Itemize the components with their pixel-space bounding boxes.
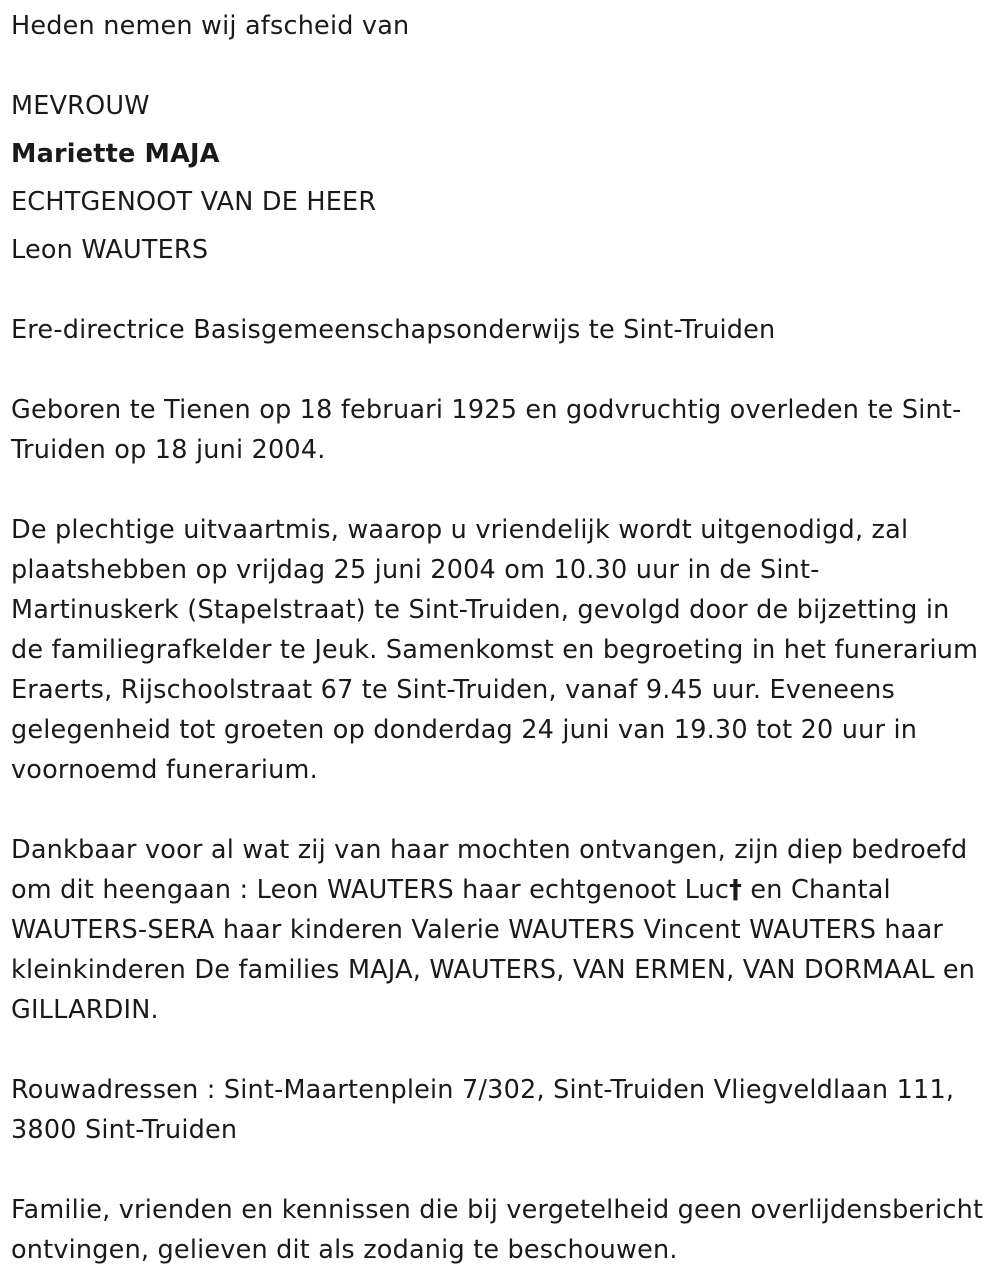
funeral-paragraph: De plechtige uitvaartmis, waarop u vriendelijk wordt uitgenodigd, zal plaatshebben op vrijdag 25 juni 2004 om 10.30 uur in de Sint-Martinuskerk (Stapelstraat) te Sint-Truiden, gevolgd door de bijzetting in de familiegrafkelder te Jeuk. Samenkomst en begroeting in het funerarium Eraerts, Rijschoolstraat 67 te Sint-Truiden, vanaf 9.45 uur. Eveneens gelegenheid tot groeten op donderdag 24 juni van 19.30 tot 20 uur in voornoemd funerarium. bbox=[11, 515, 979, 785]
occupation: Ere-directrice Basisgemeenschapsonderwijs te Sint-Truiden bbox=[11, 315, 776, 345]
addresses-paragraph: Rouwadressen : Sint-Maartenplein 7/302, Sint-Truiden Vliegveldlaan 111, 3800 Sint-Truiden bbox=[11, 1075, 955, 1145]
mourners-text-end: en Chantal WAUTERS-SERA haar kinderen Valerie WAUTERS Vincent WAUTERS haar kleinkinderen De families MAJA, WAUTERS, VAN ERMEN, VAN DORMAAL en GILLARDIN. bbox=[11, 875, 976, 1025]
spouse-prefix: ECHTGENOOT VAN DE HEER bbox=[11, 187, 377, 217]
spouse-name: Leon WAUTERS bbox=[11, 235, 209, 265]
birth-death-paragraph: Geboren te Tienen op 18 februari 1925 en godvruchtig overleden te Sint-Truiden op 18 juni 2004. bbox=[11, 395, 962, 465]
intro-line: Heden nemen wij afscheid van bbox=[11, 11, 410, 41]
mourners-paragraph bbox=[11, 830, 986, 1030]
closing-paragraph: Familie, vrienden en kennissen die bij vergetelheid geen overlijdensbericht ontvingen, gelieven dit als zodanig te beschouwen. bbox=[11, 1195, 984, 1265]
deceased-name: Mariette MAJA bbox=[11, 139, 220, 169]
cross-icon: † bbox=[729, 875, 743, 905]
obituary-document bbox=[11, 6, 986, 1270]
mourners-text-start: Dankbaar voor al wat zij van haar mochten ontvangen, zijn diep bedroefd om dit heengaan : Leon WAUTERS haar echtgenoot Luc bbox=[11, 835, 968, 905]
title-prefix: MEVROUW bbox=[11, 91, 150, 121]
